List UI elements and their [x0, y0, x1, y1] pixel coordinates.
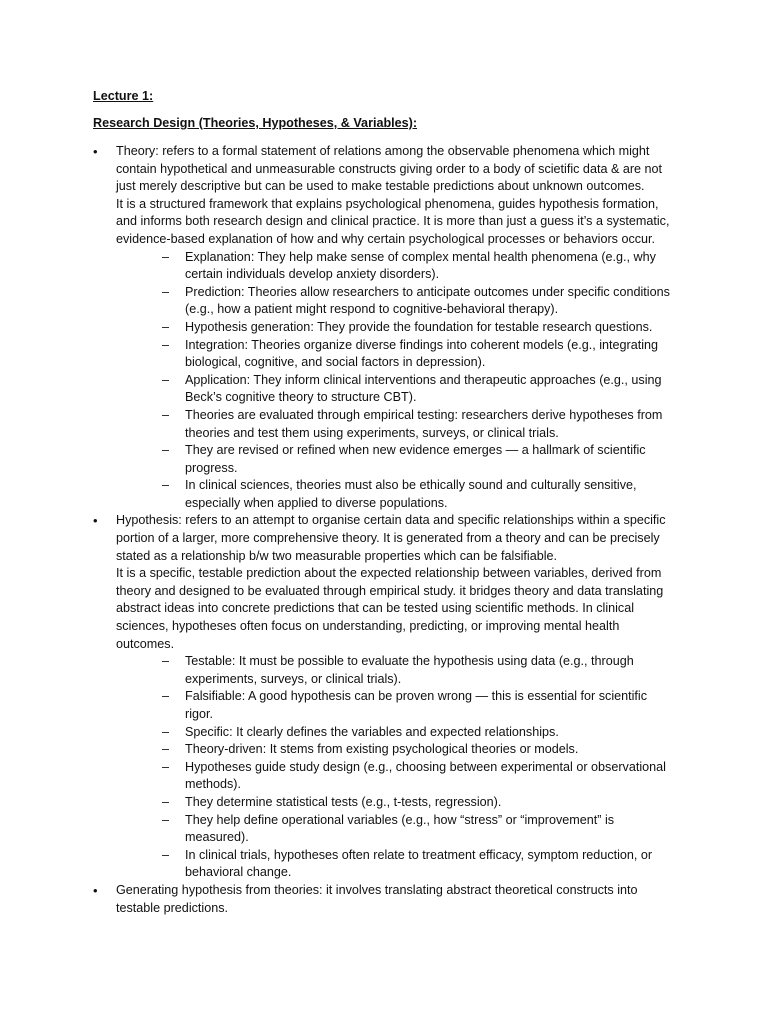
section-title: Research Design (Theories, Hypotheses, & Variables): [93, 116, 418, 130]
hypothesis-sub-list [116, 653, 678, 882]
list-item: – Integration: Theories organize diverse findings into coherent models (e.g., integrating biological, cognitive, and social factors in depression). [162, 337, 678, 372]
list-item: – Testable: It must be possible to evaluate the hypothesis using data (e.g., through experiments, surveys, or clinical trials). [162, 653, 678, 688]
list-item: – In clinical sciences, theories must also be ethically sound and culturally sensitive, especially when applied to diverse populations. [162, 477, 678, 512]
bullet-theory [93, 143, 678, 512]
list-item: – Hypothesis generation: They provide the foundation for testable research questions. [162, 319, 678, 337]
list-item: – In clinical trials, hypotheses often relate to treatment efficacy, symptom reduction, or behavioral change. [162, 847, 678, 882]
main-bullet-list [93, 143, 678, 917]
list-item: – They help define operational variables (e.g., how “stress” or “improvement” is measured). [162, 812, 678, 847]
theory-sub-list [116, 249, 678, 513]
generating-definition: • Generating hypothesis from theories: it involves translating abstract theoretical constructs into testable predictions. [116, 882, 638, 915]
list-item: – Specific: It clearly defines the variables and expected relationships. [162, 724, 678, 742]
list-item: – Prediction: Theories allow researchers to anticipate outcomes under specific conditions (e.g., how a patient might respond to cognitive-behavioral therapy). [162, 284, 678, 319]
hypothesis-explanation: It is a specific, testable prediction about the expected relationship between variables, derived from theory and designed to be evaluated through empirical study. it bridges theory and data translating abstract ideas into concrete predictions that can be tested using scientific methods. In clinical sciences, hypotheses often focus on understanding, predicting, or improving mental health outcomes. [116, 566, 664, 651]
list-item: – Theories are evaluated through empirical testing: researchers derive hypotheses from theories and test them using experiments, surveys, or clinical trials. [162, 407, 678, 442]
hypothesis-definition: • Hypothesis: refers to an attempt to organise certain data and specific relationships within a specific portion of a larger, more comprehensive theory. It is generated from a theory and can be precisely stated as a relationship b/w two measurable properties which can be falsifiable. [116, 513, 666, 563]
bullet-hypothesis [93, 512, 678, 881]
list-item: – Falsifiable: A good hypothesis can be proven wrong — this is essential for scientific rigor. [162, 688, 678, 723]
bullet-generating-hypothesis [93, 882, 678, 917]
list-item: – Application: They inform clinical interventions and therapeutic approaches (e.g., using Beck’s cognitive theory to structure CBT). [162, 372, 678, 407]
lecture-title: Lecture 1: [93, 89, 154, 103]
list-item: – Explanation: They help make sense of complex mental health phenomena (e.g., why certain individuals develop anxiety disorders). [162, 249, 678, 284]
theory-definition: • Theory: refers to a formal statement of relations among the observable phenomena which might contain hypothetical and unmeasurable constructs giving order to a body of scietific data & are not just merely descriptive but can be used to make testable predictions about unknown outcomes. [116, 144, 663, 194]
theory-explanation: It is a structured framework that explains psychological phenomena, guides hypothesis formation, and informs both research design and clinical practice. It is more than just a guess it’s a systematic, evidence-based explanation of how and why certain psychological processes or behaviors occur. [116, 196, 670, 246]
list-item: – They are revised or refined when new evidence emerges — a hallmark of scientific progress. [162, 442, 678, 477]
list-item: – Hypotheses guide study design (e.g., choosing between experimental or observational methods). [162, 759, 678, 794]
list-item: – They determine statistical tests (e.g., t-tests, regression). [162, 794, 678, 812]
list-item: – Theory-driven: It stems from existing psychological theories or models. [162, 741, 678, 759]
